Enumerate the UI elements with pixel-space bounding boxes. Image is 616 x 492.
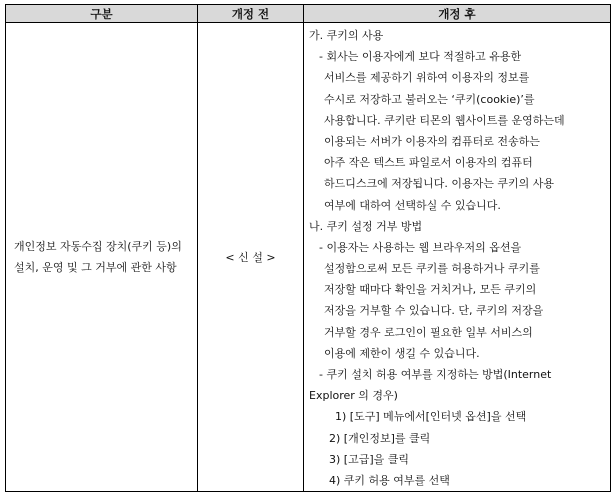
header-after: 개정 후 xyxy=(304,5,611,23)
after-line: 이용에 제한이 생길 수 있습니다. xyxy=(324,346,480,360)
after-line: - 회사는 이용자에게 보다 적절하고 유용한 xyxy=(319,50,522,64)
after-line: 저장할 때마다 확인을 거치거나, 모든 쿠키의 xyxy=(324,283,537,297)
after-line: 아주 작은 텍스트 파일로서 이용자의 컴퓨터 xyxy=(324,156,533,170)
after-line: 이용되는 서버가 이용자의 컴퓨터로 전송하는 xyxy=(324,134,540,148)
after-line: 가. 쿠키의 사용 xyxy=(309,29,384,42)
after-line: 저장을 거부할 수 있습니다. 단, 쿠키의 저장을 xyxy=(324,304,544,318)
after-line: 수시로 저장하고 불러오는 ‘쿠키(cookie)’를 xyxy=(324,92,535,106)
after-line: 사용합니다. 쿠키란 티몬의 웹사이트를 운영하는데 xyxy=(324,113,565,127)
after-line: 하드디스크에 저장됩니다. 이용자는 쿠키의 사용 xyxy=(324,177,555,191)
after-line: - 이용자는 사용하는 웹 브라우저의 옵션을 xyxy=(319,240,522,254)
after-line: 2) [개인정보]를 클릭 xyxy=(329,431,431,445)
after-line: 4) 쿠키 허용 여부를 선택 xyxy=(329,473,450,487)
table-row xyxy=(6,23,611,492)
after-line: 거부할 경우 로그인이 필요한 일부 서비스의 xyxy=(324,325,533,339)
header-row xyxy=(6,5,611,23)
category-cell: 개인정보 자동수집 장치(쿠키 등)의 설치, 운영 및 그 거부에 관한 사항 xyxy=(6,23,198,492)
header-category: 구분 xyxy=(6,5,198,23)
header-before: 개정 전 xyxy=(198,5,304,23)
after-cell xyxy=(304,23,611,492)
after-line: 서비스를 제공하기 위하여 이용자의 정보를 xyxy=(324,71,530,85)
after-line: 3) [고급]을 클릭 xyxy=(329,452,409,466)
after-line: 1) [도구] 메뉴에서[인터넷 옵션]을 선택 xyxy=(335,410,527,424)
after-line: - 쿠키 설치 허용 여부를 지정하는 방법(Internet xyxy=(319,368,552,381)
after-line: 나. 쿠키 설정 거부 방법 xyxy=(309,219,423,233)
after-line: 여부에 대하여 선택하실 수 있습니다. xyxy=(324,198,501,212)
before-cell: < 신 설 > xyxy=(198,23,304,492)
comparison-table xyxy=(5,4,611,492)
after-line: 설정함으로써 모든 쿠키를 허용하거나 쿠키를 xyxy=(324,262,540,276)
after-line: Explorer 의 경우) xyxy=(309,389,398,403)
